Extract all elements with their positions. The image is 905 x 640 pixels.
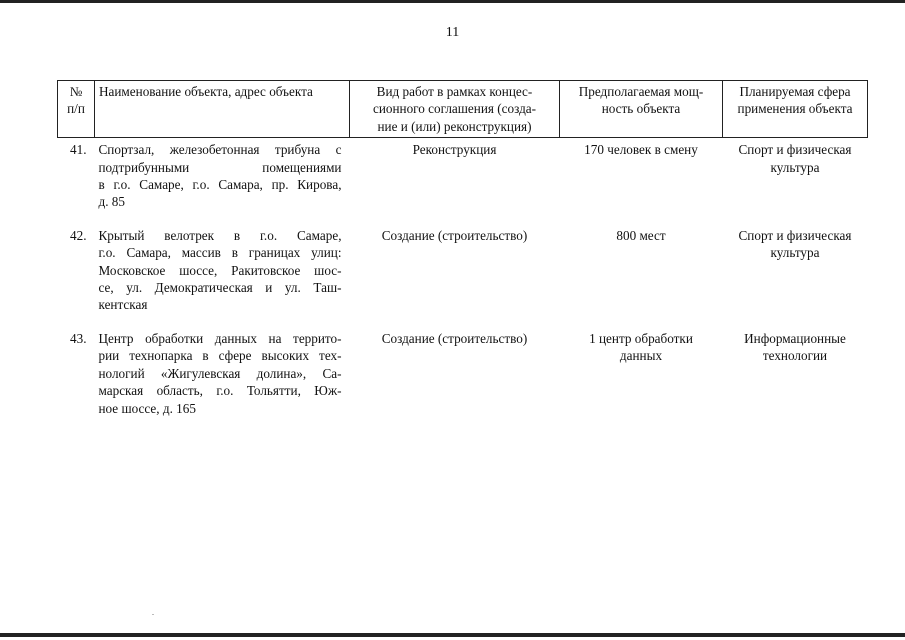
sphere-line: Информационные [744,330,846,346]
table-row [58,138,868,211]
object-name-line: Центр обработки данных на террито- [98,330,342,346]
header-num-line: № [69,84,83,99]
object-name-line: ное шоссе, д. 165 [98,400,196,416]
object-name [95,211,350,314]
object-name-line: се, ул. Демократическая и ул. Таш- [98,280,342,296]
object-name-line: подтрибунными помещениями [98,159,342,175]
capacity [560,314,723,417]
capacity-line: 170 человек в смену [584,142,698,158]
header-work-line: Вид работ в рамках концес- [376,84,533,99]
object-name [95,314,350,417]
header-sphere-line: применения объекта [737,101,853,117]
work-type: Реконструкция [412,142,497,158]
object-name-line: кентская [98,297,148,313]
object-name-line: в г.о. Самаре, г.о. Самара, пр. Кирова, [98,177,342,193]
top-border-rule [0,0,905,3]
object-name-line: рии технопарка в сфере высоких тех- [98,348,342,364]
header-name [95,81,350,138]
table-row [58,211,868,314]
header-work [350,81,560,138]
header-capacity-line: ность объекта [601,101,681,117]
header-work-line: сионного соглашения (созда- [372,101,537,117]
header-capacity-line: Предполагаемая мощ- [578,84,704,99]
object-name-line: нологий «Жигулевская долина», Са- [98,365,342,381]
scan-speck [152,614,154,615]
table-row [58,314,868,417]
page-number: 11 [445,25,460,40]
sphere-line: технологии [762,348,828,364]
sphere-line: Спорт и физическая [738,142,852,158]
capacity [560,138,723,211]
row-number: 42. [70,227,87,243]
work-type: Создание (строительство) [381,227,528,243]
header-num [58,81,95,138]
sphere [723,211,868,314]
object-name-line: д. 85 [98,194,125,210]
capacity-line: данных [619,348,663,364]
header-sphere [723,81,868,138]
object-name-line: г.о. Самара, массив в границах улиц: [98,245,342,261]
header-name-line: Наименование объекта, адрес объекта [99,84,313,99]
header-num-line: п/п [67,101,85,117]
bottom-border-rule [0,633,905,637]
sphere [723,314,868,417]
capacity-line: 800 мест [616,227,666,243]
work-type: Создание (строительство) [381,330,528,346]
row-number: 43. [70,330,87,346]
sphere-line: культура [770,245,820,261]
object-name-line: Спортзал, железобетонная трибуна с [98,142,342,158]
object-name-line: Московское шоссе, Ракитовское шос- [98,262,342,278]
object-name-line: Крытый велотрек в г.о. Самаре, [98,227,342,243]
objects-table [57,80,868,417]
header-sphere-line: Планируемая сфера [739,84,851,99]
capacity-line: 1 центр обработки [589,330,693,346]
header-capacity [560,81,723,138]
sphere-line: Спорт и физическая [738,227,852,243]
object-name-line: марская область, г.о. Тольятти, Юж- [98,383,342,399]
sphere-line: культура [770,159,820,175]
row-number: 41. [70,142,87,158]
header-work-line: ние и (или) реконструкция) [377,118,532,134]
capacity [560,211,723,314]
table-header-row [58,81,868,138]
object-name [95,138,350,211]
sphere [723,138,868,211]
